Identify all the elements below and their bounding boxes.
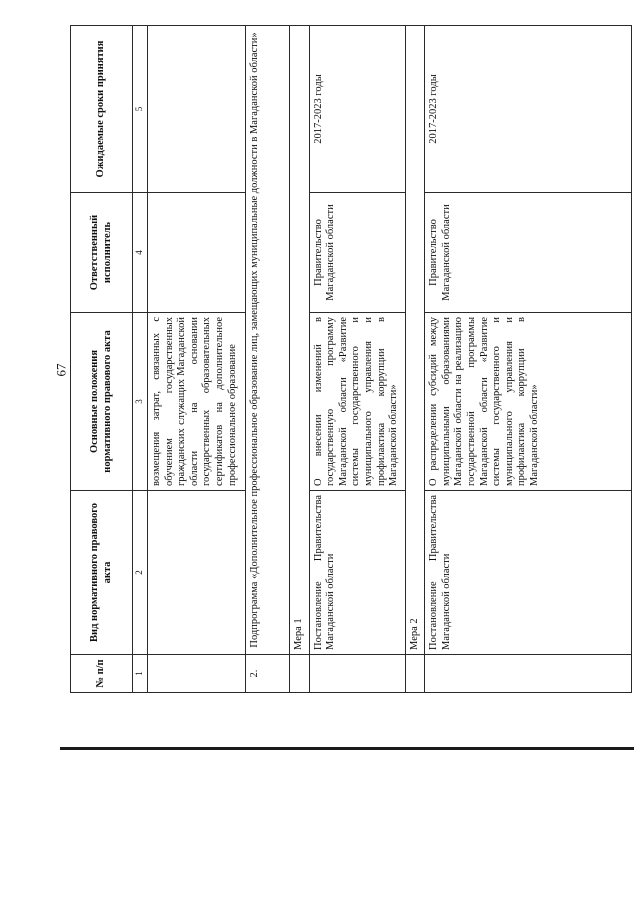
section-number: 2. — [246, 655, 290, 693]
continuation-row — [148, 26, 246, 693]
measure-2-label-row — [405, 26, 425, 693]
section-title: Подпрограмма «Дополнительное профессиональное образование лиц, замещающих муниципальные должности в Магаданской области» — [246, 26, 290, 655]
horizontal-divider — [60, 747, 634, 750]
cell-empty — [148, 26, 246, 193]
cell-empty — [148, 655, 246, 693]
measure-2-provisions: О распределении субсидий между муниципальными образованиями Магаданской области на реализацию государственной программы Магаданской области «Развитие системы государственного и муниципального управления и профилактика коррупции в Магаданской области» — [425, 313, 632, 491]
measure-1-act-type: Постановление Правительства Магаданской области — [309, 491, 405, 655]
col-number: 2 — [133, 491, 148, 655]
cell-empty — [148, 193, 246, 313]
continuation-text: возмещения затрат, связанных с обучением государственных гражданских служащих Магаданской области на основании государственных образовательных сертификатов на дополнительное профессиональное образование — [148, 313, 246, 491]
cell-empty — [148, 491, 246, 655]
header-deadline: Ожидаемые сроки принятия — [71, 26, 133, 193]
cell-empty — [405, 655, 425, 693]
header-provisions: Основные положения нормативного правового акта — [71, 313, 133, 491]
measure-1-row — [309, 26, 405, 693]
measure-2-executor: Правительство Магаданской области — [425, 193, 632, 313]
cell-empty — [290, 655, 310, 693]
header-executor: Ответственный исполнитель — [71, 193, 133, 313]
header-act-type: Вид нормативного правового акта — [71, 491, 133, 655]
table-header-row — [71, 26, 133, 693]
col-number: 4 — [133, 193, 148, 313]
measure-1-provisions: О внесении изменений в государственную программу Магаданской области «Развитие системы государственного и муниципального управления и профилактика коррупции в Магаданской области» — [309, 313, 405, 491]
measure-1-label-row — [290, 26, 310, 693]
regulatory-acts-table — [70, 25, 632, 693]
measure-1-deadline: 2017-2023 годы — [309, 26, 405, 193]
cell-empty — [425, 655, 632, 693]
cell-empty — [309, 655, 405, 693]
rotated-table-container — [70, 26, 632, 693]
col-number: 3 — [133, 313, 148, 491]
measure-2-act-type: Постановление Правительства Магаданской области — [425, 491, 632, 655]
measure-1-executor: Правительство Магаданской области — [309, 193, 405, 313]
page-number: 67 — [53, 363, 69, 377]
header-number: № п/п — [71, 655, 133, 693]
col-number: 5 — [133, 26, 148, 193]
col-number: 1 — [133, 655, 148, 693]
measure-2-label: Мера 2 — [405, 26, 425, 655]
measure-2-row — [425, 26, 632, 693]
measure-1-label: Мера 1 — [290, 26, 310, 655]
section-row — [246, 26, 290, 693]
column-number-row — [133, 26, 148, 693]
measure-2-deadline: 2017-2023 годы — [425, 26, 632, 193]
